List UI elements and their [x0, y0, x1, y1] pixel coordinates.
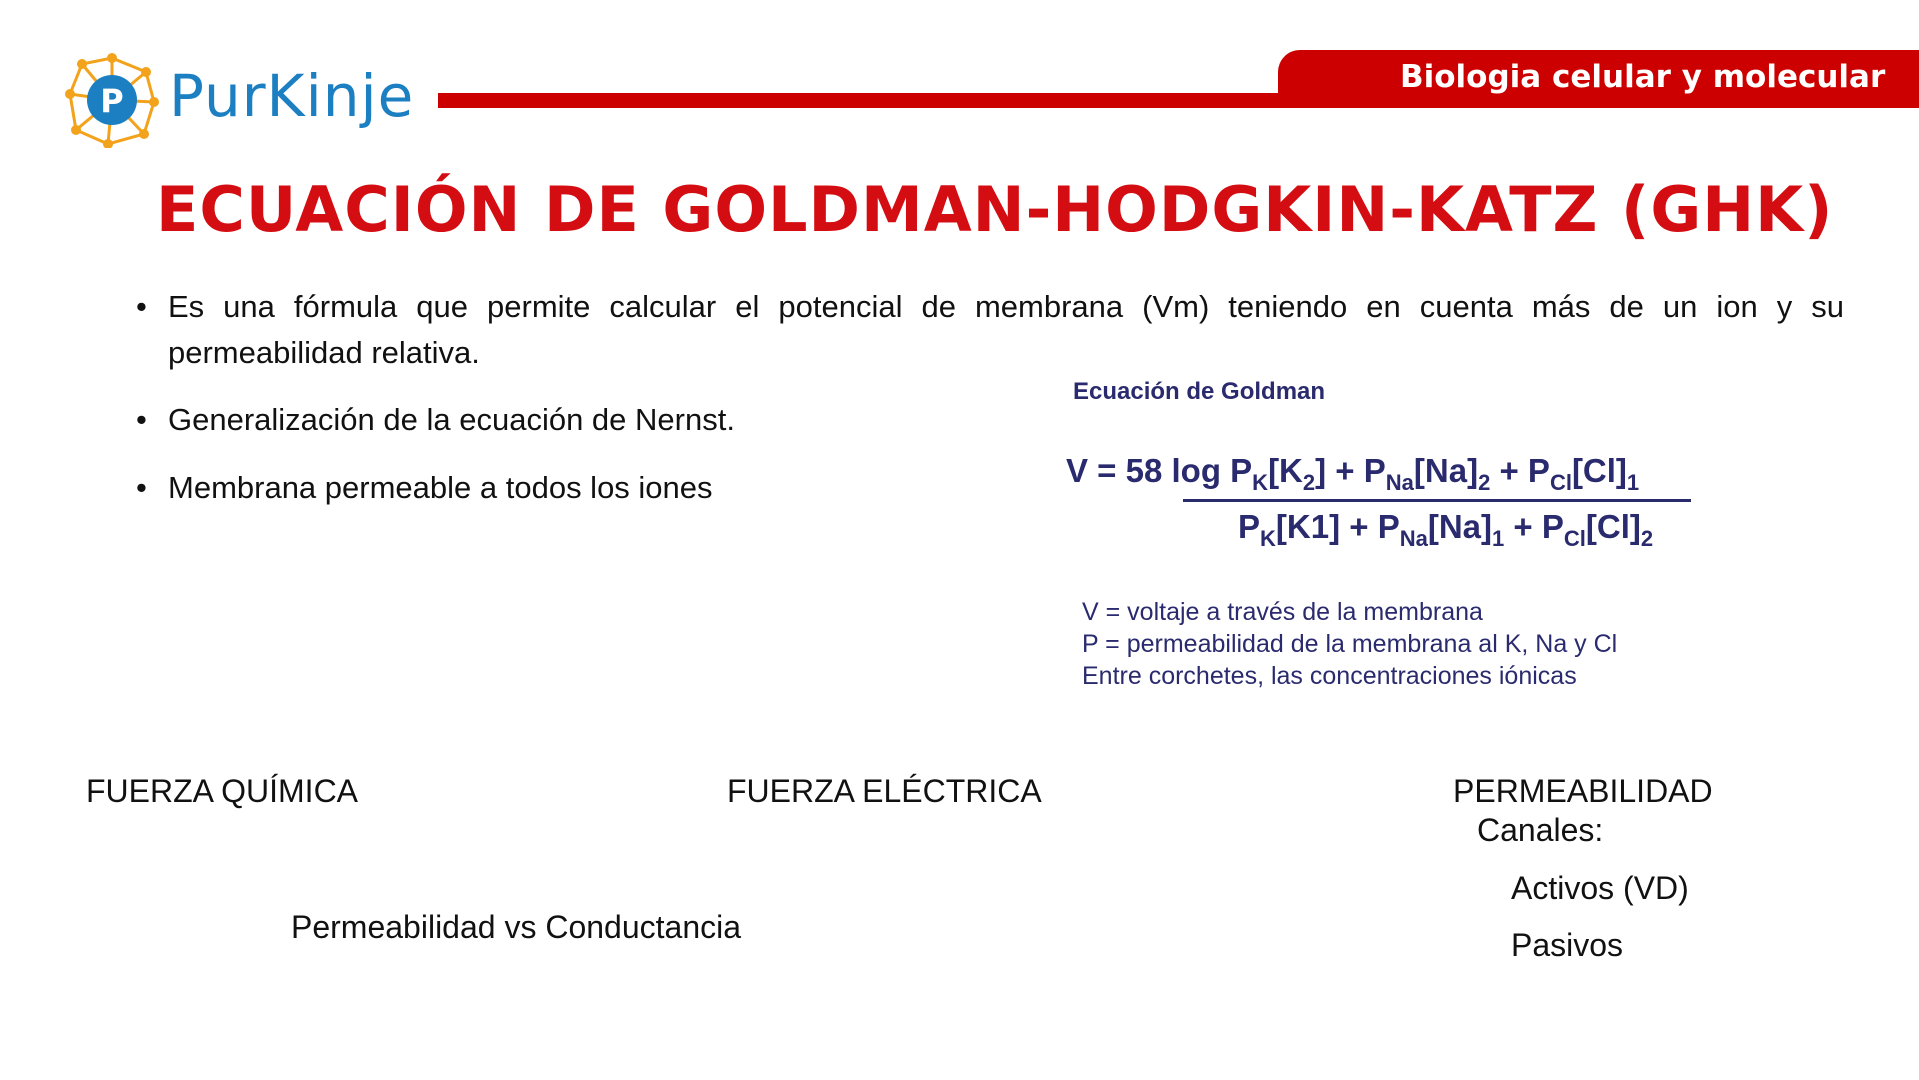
term-conc: [Cl]	[1585, 508, 1641, 545]
term-sub: Cl	[1549, 470, 1572, 495]
term-conc: [Na]	[1413, 452, 1479, 489]
neuron-logo-icon	[64, 52, 160, 148]
term-plus: +	[1340, 508, 1378, 545]
legend-line-concentrations: Entre corchetes, las concentraciones iónicas	[1082, 662, 1577, 690]
label-canales: Canales:	[1477, 812, 1604, 848]
term-p: P	[1377, 508, 1400, 545]
term-sub: Na	[1399, 526, 1428, 551]
term-p: P	[1238, 508, 1261, 545]
term-sub: 2	[1302, 470, 1316, 495]
term-p: P	[1527, 452, 1550, 489]
legend-line-voltage: V = voltaje a través de la membrana	[1082, 598, 1483, 626]
term-p: P	[1230, 452, 1253, 489]
label-fuerza-electrica: FUERZA ELÉCTRICA	[727, 773, 1042, 809]
legend-line-permeability: P = permeabilidad de la membrana al K, Na y Cl	[1082, 630, 1618, 658]
bullet-item-definition: • Es una fórmula que permite calcular el potencial de membrana (Vm) teniendo en cuenta más de un ion y su permeabilidad relativa.	[136, 284, 1844, 376]
term-sub: 1	[1626, 470, 1640, 495]
term-bracket: ]	[1315, 452, 1327, 489]
logo-wordmark: PurKinje	[169, 62, 415, 130]
purkinje-logo	[64, 52, 424, 152]
term-p: P	[1541, 508, 1564, 545]
term-sub: Na	[1385, 470, 1414, 495]
label-permeabilidad: PERMEABILIDAD	[1453, 773, 1713, 809]
term-sub: K	[1260, 526, 1276, 551]
term-plus: +	[1490, 452, 1528, 489]
term-plus: +	[1326, 452, 1364, 489]
term-conc: [Na]	[1427, 508, 1492, 545]
term-sub: 2	[1640, 526, 1654, 551]
equation-label: Ecuación de Goldman	[1073, 378, 1326, 405]
equation-legend	[1082, 596, 1617, 692]
svg-text:P: P	[100, 82, 124, 120]
term-conc: [K1]	[1275, 508, 1341, 545]
term-conc: [K	[1268, 452, 1303, 489]
equation-numerator	[1066, 448, 1639, 506]
label-permeabilidad-vs-conductancia: Permeabilidad vs Conductancia	[291, 909, 742, 945]
label-activos: Activos (VD)	[1511, 870, 1689, 906]
term-conc: [Cl]	[1571, 452, 1627, 489]
equation-lhs: V = 58 log	[1066, 452, 1221, 489]
label-pasivos: Pasivos	[1511, 927, 1624, 963]
label-fuerza-quimica: FUERZA QUÍMICA	[86, 773, 359, 809]
equation-denominator	[1238, 504, 1653, 562]
term-plus: +	[1504, 508, 1542, 545]
bullet-item-permeable: • Membrana permeable a todos los iones	[136, 465, 1812, 511]
bullet-item-generalization: • Generalización de la ecuación de Nernst.	[136, 397, 1812, 443]
term-sub: Cl	[1563, 526, 1586, 551]
term-p: P	[1363, 452, 1386, 489]
slide-title: ECUACIÓN DE GOLDMAN-HODGKIN-KATZ (GHK)	[156, 173, 1834, 246]
fraction-bar	[1183, 499, 1691, 502]
term-sub: K	[1252, 470, 1269, 495]
term-sub: 1	[1492, 526, 1505, 551]
term-sub: 2	[1478, 470, 1491, 495]
course-tab-label: Biologia celular y molecular	[1400, 59, 1886, 95]
